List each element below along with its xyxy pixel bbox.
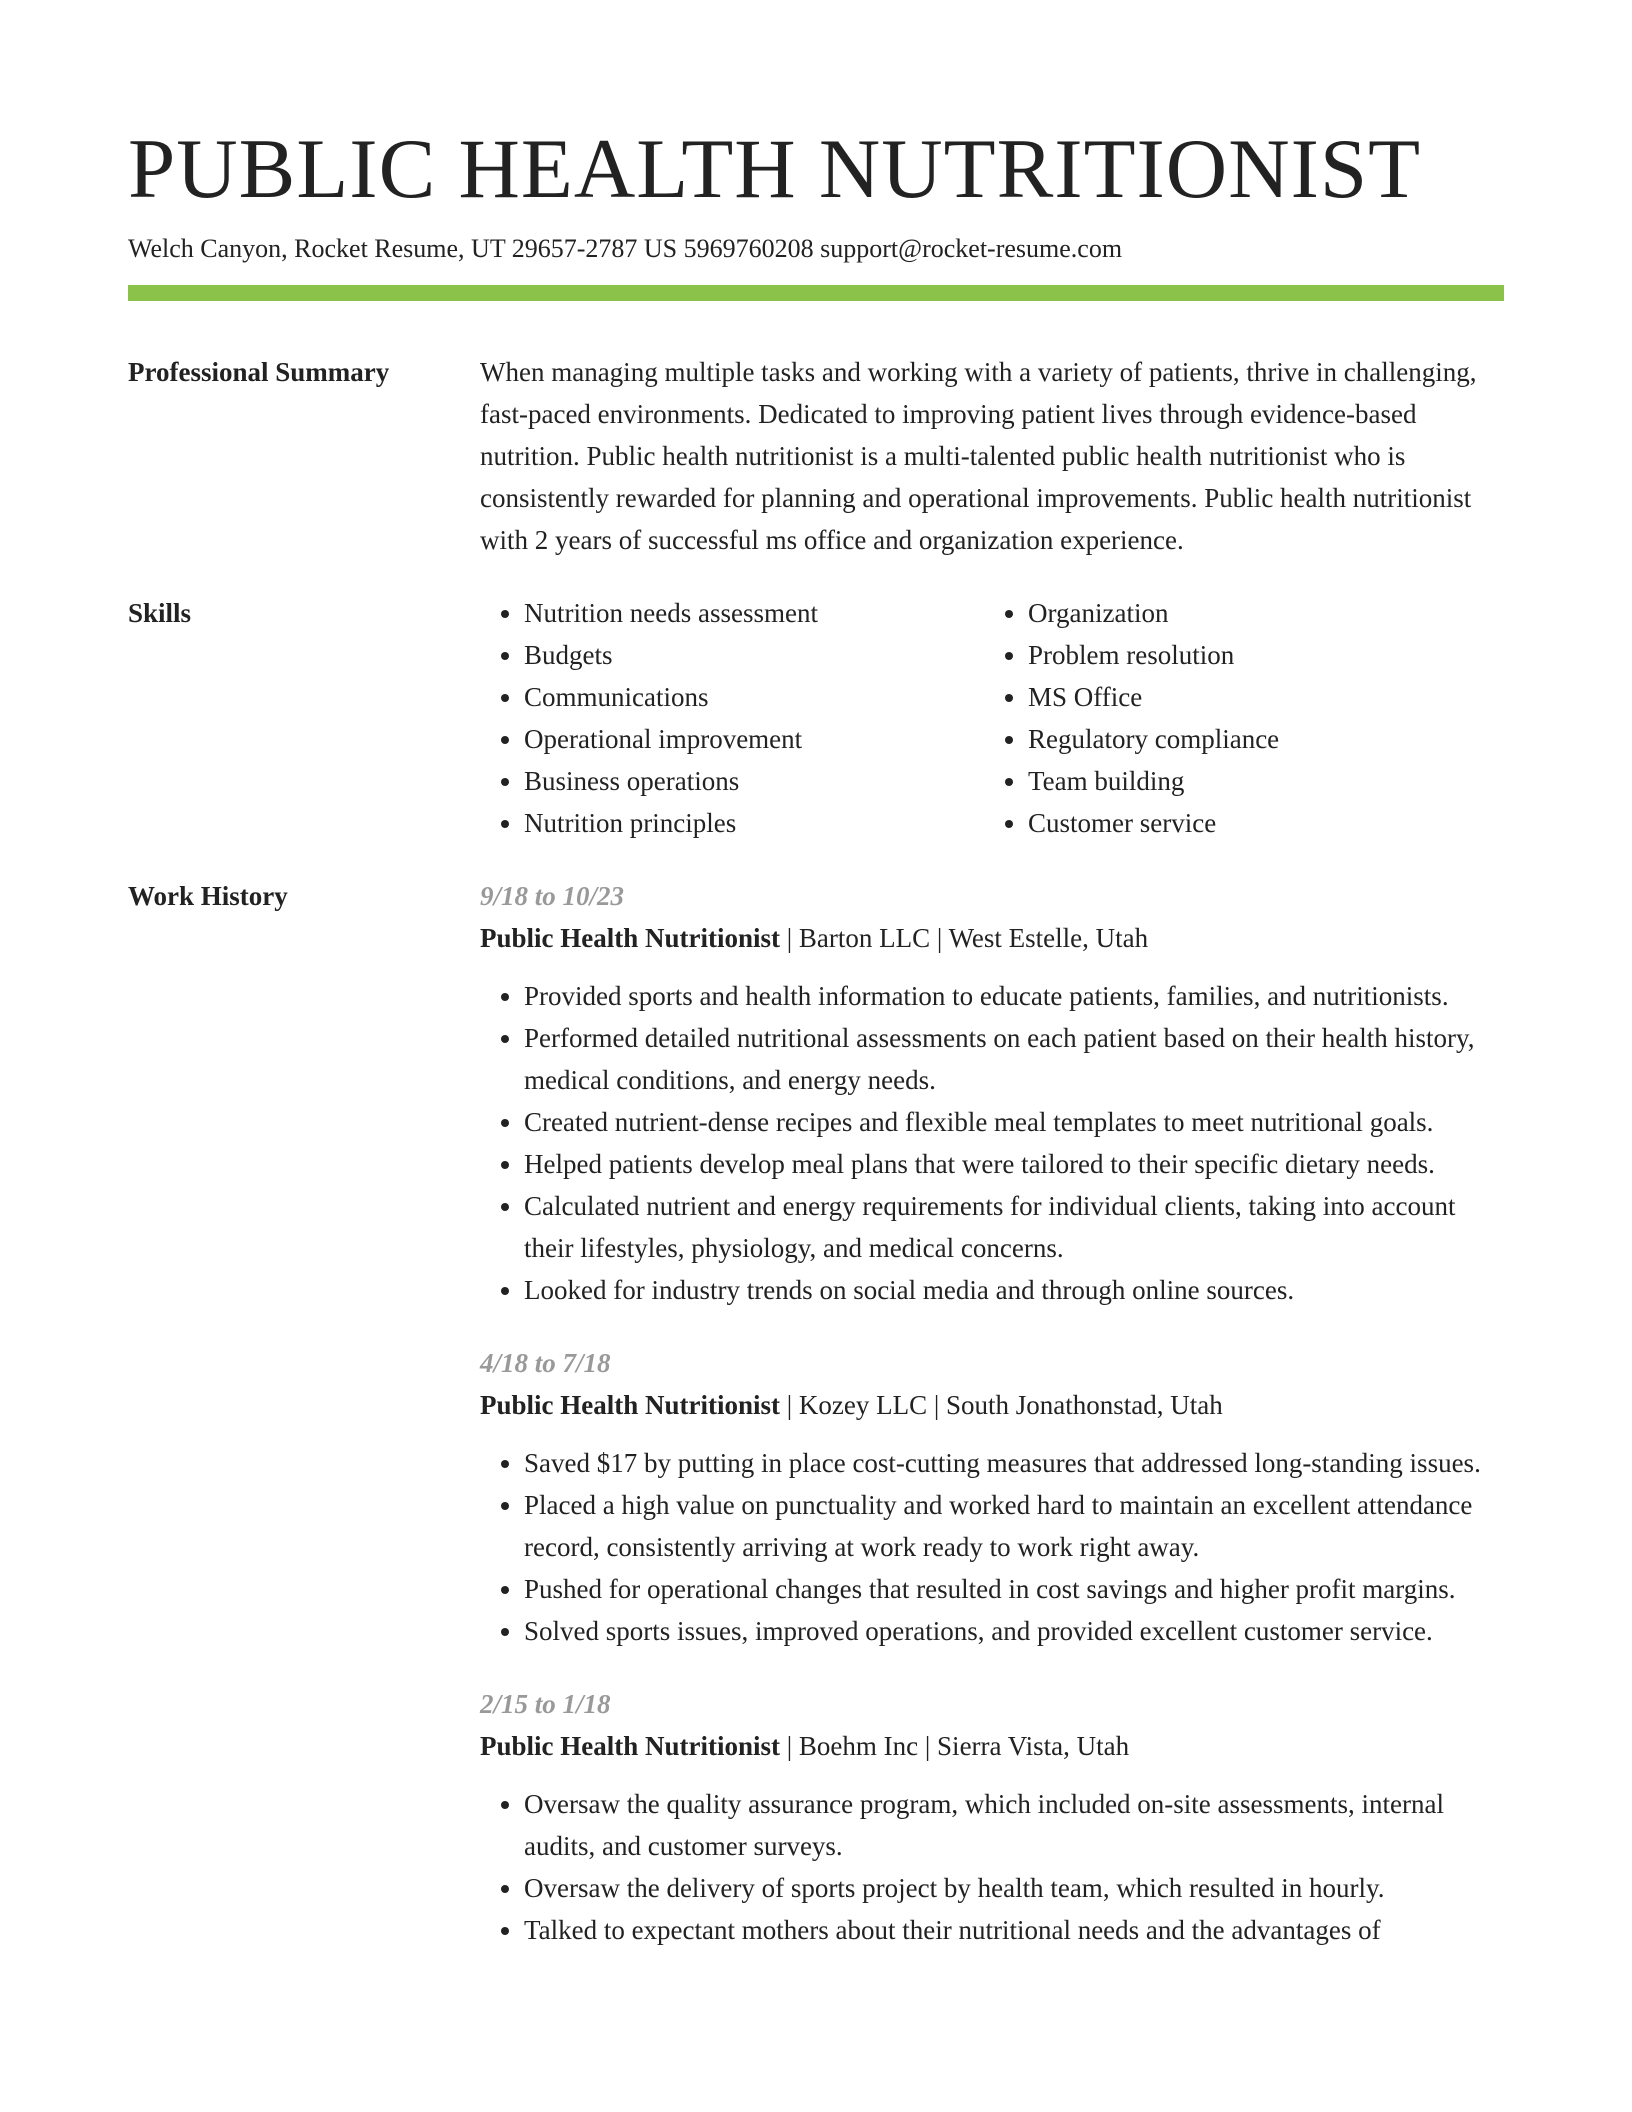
job-bullet: • Created nutrient-dense recipes and flexible meal templates to meet nutritional goals. (524, 1101, 1504, 1143)
job-bullet: • Helped patients develop meal plans that were tailored to their specific dietary needs. (524, 1143, 1504, 1185)
resume-name: PUBLIC HEALTH NUTRITIONIST (128, 122, 1422, 216)
skill-item: • Operational improvement (524, 718, 984, 760)
summary-section (128, 351, 1504, 561)
job-bullet-list (480, 975, 1504, 1311)
job-bullet: • Calculated nutrient and energy requirements for individual clients, taking into account their lifestyles, physiology, and medical concerns. (524, 1185, 1504, 1269)
job-bullet: • Placed a high value on punctuality and worked hard to maintain an excellent attendance record, consistently arriving at work ready to work right away. (524, 1484, 1504, 1568)
work-history-heading: Work History (128, 881, 288, 911)
skill-item: • Communications (524, 676, 984, 718)
skill-item: • Budgets (524, 634, 984, 676)
job-dates: 4/18 to 7/18 (480, 1348, 611, 1378)
skill-item: • Nutrition principles (524, 802, 984, 844)
job-bullet: • Oversaw the quality assurance program, which included on-site assessments, internal audits, and customer surveys. (524, 1783, 1504, 1867)
skill-item: • Business operations (524, 760, 984, 802)
job-bullet: • Oversaw the delivery of sports project by health team, which resulted in hourly. (524, 1867, 1504, 1909)
job-bullet: • Performed detailed nutritional assessments on each patient based on their health history, medical conditions, and energy needs. (524, 1017, 1504, 1101)
skill-item: • Customer service (1028, 802, 1488, 844)
skills-section (128, 592, 1504, 844)
job-employer-location: | Kozey LLC | South Jonathonstad, Utah (780, 1390, 1223, 1420)
job-entry (480, 1683, 1504, 1951)
skills-list-right (984, 592, 1488, 844)
job-bullet: • Saved $17 by putting in place cost-cutting measures that addressed long-standing issues. (524, 1442, 1504, 1484)
job-heading (480, 1725, 1504, 1767)
resume-page (128, 0, 1504, 1951)
skill-item: • MS Office (1028, 676, 1488, 718)
job-entry (480, 875, 1504, 1311)
skill-item: • Organization (1028, 592, 1488, 634)
skill-item: • Problem resolution (1028, 634, 1488, 676)
contact-line: Welch Canyon, Rocket Resume, UT 29657-2787 US 5969760208 support@rocket-resume.com (128, 234, 1123, 263)
summary-text: When managing multiple tasks and working with a variety of patients, thrive in challenging, fast-paced environments. Dedicated to improving patient lives through evidence-based nutrition. Public health nutritionist is a multi-talented public health nutritionist who is consistently rewarded for planning and operational improvements. Public health nutritionist with 2 years of successful ms office and organization experience. (480, 357, 1477, 555)
job-heading (480, 917, 1504, 959)
job-bullet: • Provided sports and health information to educate patients, families, and nutritionists. (524, 975, 1504, 1017)
skill-item: • Regulatory compliance (1028, 718, 1488, 760)
skills-list-left (480, 592, 984, 844)
job-entry (480, 1342, 1504, 1652)
job-employer-location: | Boehm Inc | Sierra Vista, Utah (780, 1731, 1130, 1761)
job-dates: 2/15 to 1/18 (480, 1689, 611, 1719)
job-title: Public Health Nutritionist (480, 1731, 781, 1761)
skills-heading: Skills (128, 598, 192, 628)
job-dates: 9/18 to 10/23 (480, 881, 625, 911)
accent-divider (128, 285, 1504, 301)
work-history-section (128, 875, 1504, 1951)
job-bullet: • Talked to expectant mothers about their nutritional needs and the advantages of (524, 1909, 1504, 1951)
job-employer-location: | Barton LLC | West Estelle, Utah (780, 923, 1149, 953)
summary-heading: Professional Summary (128, 357, 390, 387)
job-title: Public Health Nutritionist (480, 1390, 781, 1420)
job-bullet: • Looked for industry trends on social media and through online sources. (524, 1269, 1504, 1311)
job-bullet: • Solved sports issues, improved operations, and provided excellent customer service. (524, 1610, 1504, 1652)
job-heading (480, 1384, 1504, 1426)
job-title: Public Health Nutritionist (480, 923, 781, 953)
job-bullet-list (480, 1783, 1504, 1951)
job-bullet: • Pushed for operational changes that resulted in cost savings and higher profit margins. (524, 1568, 1504, 1610)
job-bullet-list (480, 1442, 1504, 1652)
skill-item: • Team building (1028, 760, 1488, 802)
skill-item: • Nutrition needs assessment (524, 592, 984, 634)
